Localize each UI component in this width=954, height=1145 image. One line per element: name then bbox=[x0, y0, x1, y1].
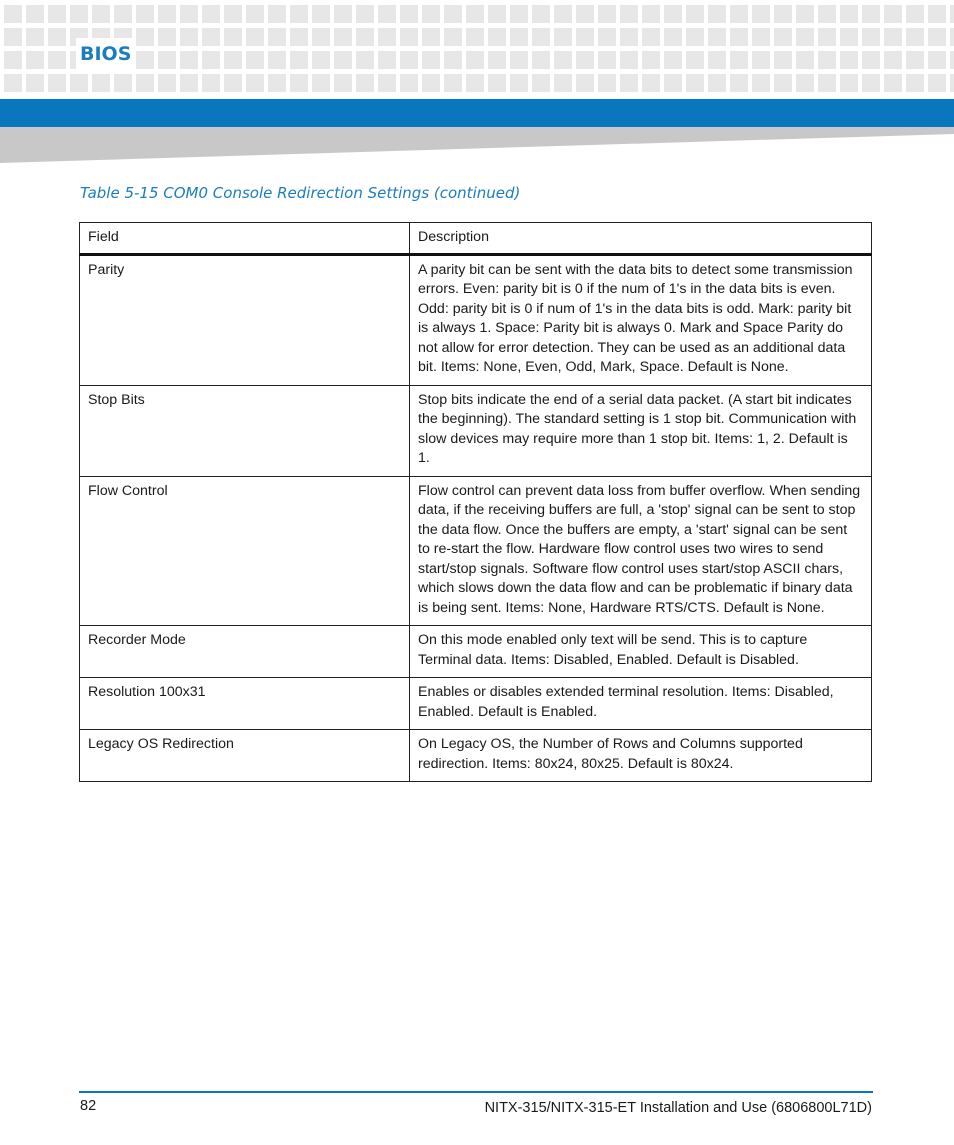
settings-table bbox=[79, 222, 872, 782]
header-blue-bar bbox=[0, 99, 954, 127]
field-cell: Parity bbox=[80, 254, 410, 385]
description-cell: On this mode enabled only text will be send. This is to capture Terminal data. Items: Disabled, Enabled. Default is Disabled. bbox=[410, 626, 872, 678]
field-cell: Legacy OS Redirection bbox=[80, 730, 410, 782]
table-row bbox=[80, 730, 872, 782]
header-gray-wedge bbox=[0, 127, 954, 163]
section-title: BIOS bbox=[76, 38, 135, 70]
table-row bbox=[80, 254, 872, 385]
header-pattern bbox=[0, 0, 954, 98]
field-cell: Stop Bits bbox=[80, 385, 410, 476]
column-header-description: Description bbox=[410, 223, 872, 255]
table-row bbox=[80, 476, 872, 626]
description-cell: On Legacy OS, the Number of Rows and Columns supported redirection. Items: 80x24, 80x25. Default is 80x24. bbox=[410, 730, 872, 782]
table-row bbox=[80, 385, 872, 476]
table-caption: Table 5-15 COM0 Console Redirection Settings (continued) bbox=[80, 184, 521, 202]
description-cell: Enables or disables extended terminal resolution. Items: Disabled, Enabled. Default is Enabled. bbox=[410, 678, 872, 730]
footer-rule bbox=[79, 1091, 873, 1093]
table-header-row bbox=[80, 223, 872, 255]
table-row bbox=[80, 626, 872, 678]
field-cell: Resolution 100x31 bbox=[80, 678, 410, 730]
column-header-field: Field bbox=[80, 223, 410, 255]
description-cell: A parity bit can be sent with the data bits to detect some transmission errors. Even: parity bit is 0 if the num of 1's in the data bits is even. Odd: parity bit is 0 if num of 1's in the data bits is odd. Mark: parity bit is always 1. Space: Parity bit is always 0. Mark and Space Parity do not allow for error detection. They can be used as an additional data bit. Items: None, Even, Odd, Mark, Space. Default is None. bbox=[410, 254, 872, 385]
description-cell: Flow control can prevent data loss from buffer overflow. When sending data, if the receiving buffers are full, a 'stop' signal can be sent to stop the data flow. Once the buffers are empty, a 'start' signal can be sent to re-start the flow. Hardware flow control uses two wires to send start/stop signals. Software flow control uses start/stop ASCII chars, which slows down the data flow and can be problematic if binary data is being sent. Items: None, Hardware RTS/CTS. Default is None. bbox=[410, 476, 872, 626]
page-number: 82 bbox=[80, 1098, 97, 1114]
document-title: NITX-315/NITX-315-ET Installation and Use (6806800L71D) bbox=[484, 1100, 872, 1116]
description-cell: Stop bits indicate the end of a serial data packet. (A start bit indicates the beginning). The standard setting is 1 stop bit. Communication with slow devices may require more than 1 stop bit. Items: 1, 2. Default is 1. bbox=[410, 385, 872, 476]
field-cell: Recorder Mode bbox=[80, 626, 410, 678]
field-cell: Flow Control bbox=[80, 476, 410, 626]
table-row bbox=[80, 678, 872, 730]
